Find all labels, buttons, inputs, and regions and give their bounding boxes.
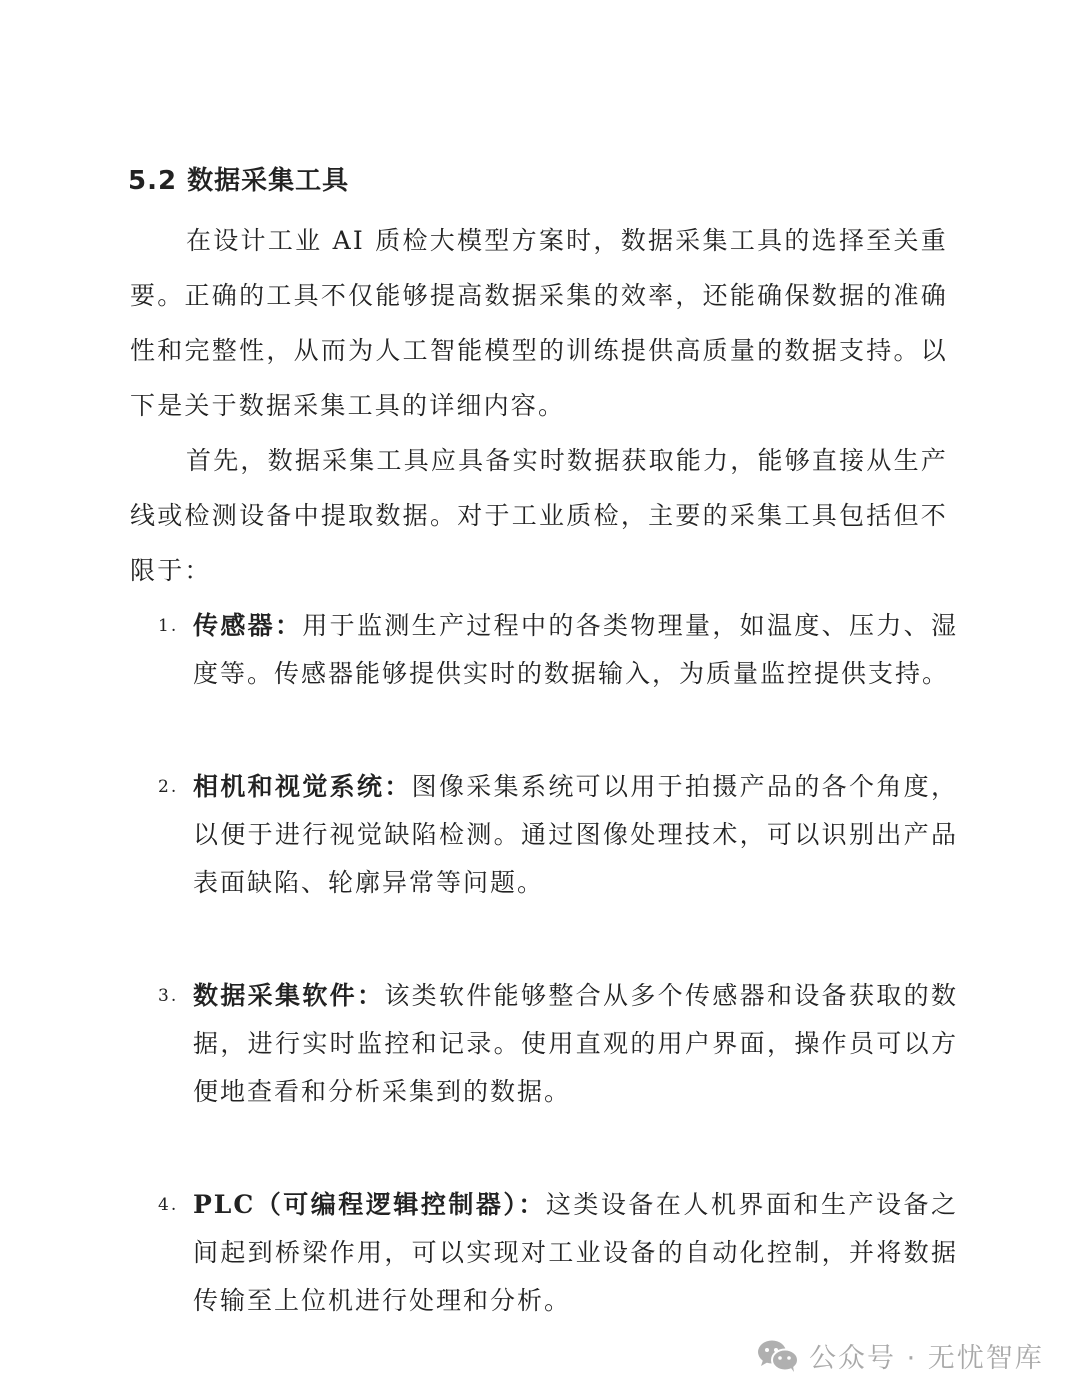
list-term: 传感器：: [193, 611, 303, 640]
list-text: 用于监测生产过程中的各类物理量，如温度、压力、湿度等。传感器能够提供实时的数据输入，为质量监控提供支持。: [193, 611, 958, 688]
tools-list: [158, 602, 958, 1390]
section-heading: 5.2 数据采集工具: [128, 166, 350, 196]
list-term: 相机和视觉系统：: [193, 772, 412, 801]
list-number: 2.: [158, 777, 179, 797]
list-number: 3.: [158, 986, 179, 1006]
list-term: 数据采集软件：: [193, 981, 385, 1010]
list-term: PLC（可编程逻辑控制器）：: [193, 1190, 546, 1219]
watermark: [757, 1336, 1044, 1375]
list-text: 该类软件能够整合从多个传感器和设备获取的数据，进行实时监控和记录。使用直观的用户界面，操作员可以方便地查看和分析采集到的数据。: [193, 981, 958, 1106]
list-text: 这类设备在人机界面和生产设备之间起到桥梁作用，可以实现对工业设备的自动化控制，并将数据传输至上位机进行处理和分析。: [193, 1190, 958, 1315]
watermark-text: 公众号 · 无忧智库: [809, 1343, 1044, 1374]
list-item: [158, 763, 958, 907]
wechat-icon: [757, 1339, 799, 1373]
list-item: [158, 1181, 958, 1325]
paragraph-tools: 首先，数据采集工具应具备实时数据获取能力，能够直接从生产线或检测设备中提取数据。对于工业质检，主要的采集工具包括但不限于：: [130, 446, 948, 585]
list-item: [158, 972, 958, 1116]
list-item: [158, 602, 958, 698]
list-number: 1.: [158, 616, 179, 636]
paragraph-intro: 在设计工业 AI 质检大模型方案时，数据采集工具的选择至关重要。正确的工具不仅能够提高数据采集的效率，还能确保数据的准确性和完整性，从而为人工智能模型的训练提供高质量的数据支持。以下是关于数据采集工具的详细内容。: [130, 226, 948, 420]
list-number: 4.: [158, 1195, 179, 1215]
list-text: 图像采集系统可以用于拍摄产品的各个角度，以便于进行视觉缺陷检测。通过图像处理技术，可以识别出产品表面缺陷、轮廓异常等问题。: [193, 772, 958, 897]
